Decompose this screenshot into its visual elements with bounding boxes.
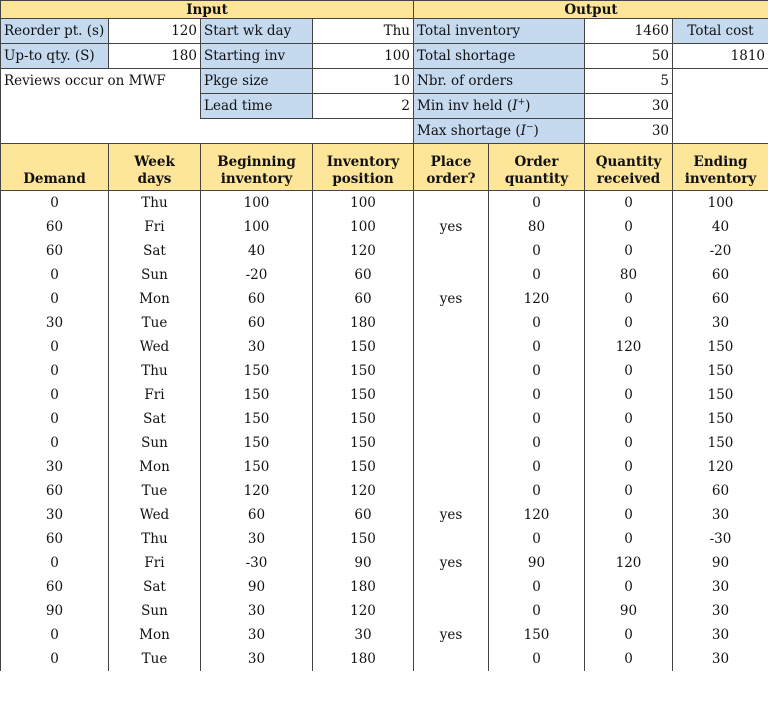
cell-order[interactable]: 0 — [489, 407, 585, 431]
col-demand: Demand — [1, 144, 109, 191]
cell-ending[interactable]: 60 — [673, 263, 768, 287]
cell-order[interactable]: 0 — [489, 263, 585, 287]
cell-place[interactable] — [414, 479, 489, 503]
cell-pos[interactable]: 100 — [313, 215, 414, 239]
table-row — [1, 311, 768, 335]
cell-place[interactable] — [414, 263, 489, 287]
col-ending-inventory: Ending inventory — [673, 144, 768, 191]
cell-received[interactable]: 0 — [585, 647, 673, 671]
cell-ending[interactable]: 30 — [673, 599, 768, 623]
cell-day[interactable]: Thu — [109, 359, 201, 383]
up-to-label: Up-to qty. (S) — [1, 44, 109, 69]
cell-demand[interactable]: 30 — [1, 455, 109, 479]
cell-order[interactable]: 0 — [489, 455, 585, 479]
cell-ending[interactable]: 150 — [673, 335, 768, 359]
pkge-size-value[interactable]: 10 — [313, 69, 414, 94]
cell-place[interactable] — [414, 527, 489, 551]
empty-cell — [673, 119, 768, 144]
cell-received[interactable]: 0 — [585, 503, 673, 527]
table-row — [1, 191, 768, 216]
cell-day[interactable]: Mon — [109, 623, 201, 647]
cell-demand[interactable]: 0 — [1, 383, 109, 407]
cell-demand[interactable]: 0 — [1, 287, 109, 311]
cell-begin[interactable]: -30 — [201, 551, 313, 575]
up-to-value[interactable]: 180 — [109, 44, 201, 69]
table-row — [1, 383, 768, 407]
cell-pos[interactable]: 150 — [313, 407, 414, 431]
cell-day[interactable]: Mon — [109, 455, 201, 479]
output-header: Output — [414, 1, 768, 19]
min-inv-held-value[interactable]: 30 — [585, 94, 673, 119]
cell-begin[interactable]: 60 — [201, 287, 313, 311]
table-row — [1, 647, 768, 671]
cell-place[interactable]: yes — [414, 623, 489, 647]
cell-received[interactable]: 0 — [585, 311, 673, 335]
cell-demand[interactable]: 30 — [1, 503, 109, 527]
start-weekday-label: Start wk day — [201, 19, 313, 44]
lead-time-label: Lead time — [201, 94, 313, 119]
cell-ending[interactable]: 120 — [673, 455, 768, 479]
cell-day[interactable]: Sun — [109, 263, 201, 287]
cell-order[interactable]: 120 — [489, 503, 585, 527]
cell-ending[interactable]: 30 — [673, 623, 768, 647]
cell-begin[interactable]: 150 — [201, 455, 313, 479]
cell-place[interactable] — [414, 647, 489, 671]
cell-order[interactable]: 0 — [489, 239, 585, 263]
table-row — [1, 527, 768, 551]
cell-place[interactable] — [414, 455, 489, 479]
cell-received[interactable]: 0 — [585, 215, 673, 239]
cell-received[interactable]: 0 — [585, 623, 673, 647]
cell-demand[interactable]: 60 — [1, 527, 109, 551]
cell-begin[interactable]: 150 — [201, 383, 313, 407]
cell-place[interactable]: yes — [414, 551, 489, 575]
cell-pos[interactable]: 150 — [313, 359, 414, 383]
table-row — [1, 623, 768, 647]
starting-inv-value[interactable]: 100 — [313, 44, 414, 69]
cell-begin[interactable]: 30 — [201, 647, 313, 671]
cell-demand[interactable]: 60 — [1, 575, 109, 599]
cell-begin[interactable]: 30 — [201, 335, 313, 359]
table-row — [1, 455, 768, 479]
pkge-size-label: Pkge size — [201, 69, 313, 94]
cell-begin[interactable]: 60 — [201, 311, 313, 335]
cell-received[interactable]: 120 — [585, 551, 673, 575]
cell-order[interactable]: 0 — [489, 599, 585, 623]
cell-pos[interactable]: 150 — [313, 455, 414, 479]
cell-demand[interactable]: 0 — [1, 551, 109, 575]
cell-ending[interactable]: 60 — [673, 287, 768, 311]
input-header: Input — [1, 1, 414, 19]
reorder-value[interactable]: 120 — [109, 19, 201, 44]
cell-ending[interactable]: 30 — [673, 503, 768, 527]
cell-order[interactable]: 0 — [489, 647, 585, 671]
cell-received[interactable]: 0 — [585, 359, 673, 383]
cell-begin[interactable]: 150 — [201, 431, 313, 455]
cell-received[interactable]: 0 — [585, 383, 673, 407]
cell-pos[interactable]: 100 — [313, 191, 414, 216]
cell-order[interactable]: 0 — [489, 479, 585, 503]
cell-begin[interactable]: 40 — [201, 239, 313, 263]
cell-begin[interactable]: 100 — [201, 215, 313, 239]
cell-ending[interactable]: 40 — [673, 215, 768, 239]
cell-received[interactable]: 0 — [585, 287, 673, 311]
cell-order[interactable]: 0 — [489, 527, 585, 551]
table-row — [1, 431, 768, 455]
cell-order[interactable]: 80 — [489, 215, 585, 239]
col-place-order: Place order? — [414, 144, 489, 191]
cell-pos[interactable]: 120 — [313, 479, 414, 503]
cell-ending[interactable]: 30 — [673, 647, 768, 671]
cell-pos[interactable]: 120 — [313, 239, 414, 263]
cell-day[interactable]: Sun — [109, 599, 201, 623]
cell-pos[interactable]: 150 — [313, 335, 414, 359]
cell-received[interactable]: 80 — [585, 263, 673, 287]
cell-pos[interactable]: 180 — [313, 311, 414, 335]
cell-day[interactable]: Fri — [109, 551, 201, 575]
total-inventory-label: Total inventory — [414, 19, 585, 44]
cell-ending[interactable]: 150 — [673, 383, 768, 407]
cell-ending[interactable]: 30 — [673, 311, 768, 335]
cell-day[interactable]: Sat — [109, 407, 201, 431]
cell-order[interactable]: 0 — [489, 311, 585, 335]
cell-demand[interactable]: 0 — [1, 647, 109, 671]
cell-order[interactable]: 150 — [489, 623, 585, 647]
cell-demand[interactable]: 60 — [1, 479, 109, 503]
max-shortage-value[interactable]: 30 — [585, 119, 673, 144]
cell-received[interactable]: 0 — [585, 239, 673, 263]
cell-place[interactable] — [414, 431, 489, 455]
cell-pos[interactable]: 150 — [313, 527, 414, 551]
table-row — [1, 551, 768, 575]
cell-received[interactable]: 120 — [585, 335, 673, 359]
cell-day[interactable]: Thu — [109, 191, 201, 216]
cell-received[interactable]: 0 — [585, 479, 673, 503]
cell-day[interactable]: Sat — [109, 575, 201, 599]
cell-place[interactable] — [414, 383, 489, 407]
col-inventory-position: Inventory position — [313, 144, 414, 191]
table-row — [1, 359, 768, 383]
cell-demand[interactable]: 60 — [1, 215, 109, 239]
cell-begin[interactable]: 100 — [201, 191, 313, 216]
cell-pos[interactable]: 30 — [313, 623, 414, 647]
total-shortage-label: Total shortage — [414, 44, 585, 69]
table-row — [1, 479, 768, 503]
cell-day[interactable]: Wed — [109, 503, 201, 527]
cell-order[interactable]: 0 — [489, 359, 585, 383]
nbr-orders-label: Nbr. of orders — [414, 69, 585, 94]
cell-begin[interactable]: 30 — [201, 527, 313, 551]
starting-inv-label: Starting inv — [201, 44, 313, 69]
cell-order[interactable]: 0 — [489, 191, 585, 216]
cell-ending[interactable]: -20 — [673, 239, 768, 263]
cell-pos[interactable]: 120 — [313, 599, 414, 623]
cell-place[interactable] — [414, 575, 489, 599]
table-row — [1, 239, 768, 263]
cell-begin[interactable]: 150 — [201, 359, 313, 383]
col-quantity-received: Quantity received — [585, 144, 673, 191]
cell-place[interactable]: yes — [414, 215, 489, 239]
start-weekday-value[interactable]: Thu — [313, 19, 414, 44]
lead-time-value[interactable]: 2 — [313, 94, 414, 119]
cell-place[interactable] — [414, 407, 489, 431]
cell-day[interactable]: Fri — [109, 383, 201, 407]
cell-pos[interactable]: 60 — [313, 287, 414, 311]
empty-cell — [673, 69, 768, 94]
cell-begin[interactable]: 30 — [201, 623, 313, 647]
cell-day[interactable]: Thu — [109, 527, 201, 551]
col-order-quantity: Order quantity — [489, 144, 585, 191]
table-row — [1, 263, 768, 287]
table-row — [1, 287, 768, 311]
table-row — [1, 215, 768, 239]
cell-day[interactable]: Sun — [109, 431, 201, 455]
cell-begin[interactable]: 90 — [201, 575, 313, 599]
min-inv-held-label: Min inv held (I+) — [414, 94, 585, 119]
cell-received[interactable]: 0 — [585, 455, 673, 479]
cell-demand[interactable]: 0 — [1, 191, 109, 216]
table-row — [1, 599, 768, 623]
cell-demand[interactable]: 90 — [1, 599, 109, 623]
cell-place[interactable] — [414, 191, 489, 216]
cell-day[interactable]: Fri — [109, 215, 201, 239]
cell-ending[interactable]: -30 — [673, 527, 768, 551]
cell-ending[interactable]: 60 — [673, 479, 768, 503]
total-shortage-value[interactable]: 50 — [585, 44, 673, 69]
cell-place[interactable] — [414, 311, 489, 335]
cell-order[interactable]: 0 — [489, 335, 585, 359]
cell-order[interactable]: 0 — [489, 431, 585, 455]
cell-demand[interactable]: 60 — [1, 239, 109, 263]
cell-demand[interactable]: 0 — [1, 335, 109, 359]
total-inventory-value[interactable]: 1460 — [585, 19, 673, 44]
cell-begin[interactable]: -20 — [201, 263, 313, 287]
total-cost-value[interactable]: 1810 — [673, 44, 768, 69]
cell-order[interactable]: 120 — [489, 287, 585, 311]
cell-ending[interactable]: 90 — [673, 551, 768, 575]
cell-pos[interactable]: 180 — [313, 647, 414, 671]
cell-ending[interactable]: 150 — [673, 407, 768, 431]
cell-demand[interactable]: 0 — [1, 431, 109, 455]
cell-pos[interactable]: 60 — [313, 263, 414, 287]
reorder-label: Reorder pt. (s) — [1, 19, 109, 44]
empty-cell — [673, 94, 768, 119]
cell-demand[interactable]: 0 — [1, 623, 109, 647]
table-row — [1, 407, 768, 431]
cell-received[interactable]: 0 — [585, 431, 673, 455]
cell-pos[interactable]: 150 — [313, 431, 414, 455]
cell-day[interactable]: Wed — [109, 335, 201, 359]
empty-cell — [1, 94, 201, 119]
cell-order[interactable]: 0 — [489, 383, 585, 407]
cell-place[interactable] — [414, 599, 489, 623]
cell-pos[interactable]: 60 — [313, 503, 414, 527]
table-row — [1, 503, 768, 527]
cell-received[interactable]: 0 — [585, 407, 673, 431]
cell-place[interactable] — [414, 335, 489, 359]
empty-cell — [1, 119, 414, 144]
cell-begin[interactable]: 120 — [201, 479, 313, 503]
cell-place[interactable] — [414, 359, 489, 383]
total-cost-label: Total cost — [673, 19, 768, 44]
cell-pos[interactable]: 180 — [313, 575, 414, 599]
cell-place[interactable]: yes — [414, 503, 489, 527]
cell-day[interactable]: Sat — [109, 239, 201, 263]
cell-order[interactable]: 90 — [489, 551, 585, 575]
cell-ending[interactable]: 150 — [673, 359, 768, 383]
cell-received[interactable]: 90 — [585, 599, 673, 623]
table-row — [1, 575, 768, 599]
col-beginning-inventory: Beginning inventory — [201, 144, 313, 191]
cell-day[interactable]: Tue — [109, 479, 201, 503]
cell-demand[interactable]: 30 — [1, 311, 109, 335]
cell-ending[interactable]: 100 — [673, 191, 768, 216]
cell-demand[interactable]: 0 — [1, 359, 109, 383]
cell-begin[interactable]: 150 — [201, 407, 313, 431]
cell-received[interactable]: 0 — [585, 575, 673, 599]
cell-received[interactable]: 0 — [585, 527, 673, 551]
cell-demand[interactable]: 0 — [1, 407, 109, 431]
cell-order[interactable]: 0 — [489, 575, 585, 599]
cell-ending[interactable]: 30 — [673, 575, 768, 599]
cell-day[interactable]: Mon — [109, 287, 201, 311]
max-shortage-label: Max shortage (I−) — [414, 119, 585, 144]
cell-begin[interactable]: 30 — [201, 599, 313, 623]
cell-place[interactable] — [414, 239, 489, 263]
cell-pos[interactable]: 150 — [313, 383, 414, 407]
cell-pos[interactable]: 90 — [313, 551, 414, 575]
cell-demand[interactable]: 0 — [1, 263, 109, 287]
reviews-label: Reviews occur on MWF — [1, 69, 201, 94]
cell-ending[interactable]: 150 — [673, 431, 768, 455]
cell-place[interactable]: yes — [414, 287, 489, 311]
cell-day[interactable]: Tue — [109, 311, 201, 335]
table-row — [1, 335, 768, 359]
nbr-orders-value[interactable]: 5 — [585, 69, 673, 94]
cell-received[interactable]: 0 — [585, 191, 673, 216]
cell-day[interactable]: Tue — [109, 647, 201, 671]
col-week-days: Week days — [109, 144, 201, 191]
cell-begin[interactable]: 60 — [201, 503, 313, 527]
